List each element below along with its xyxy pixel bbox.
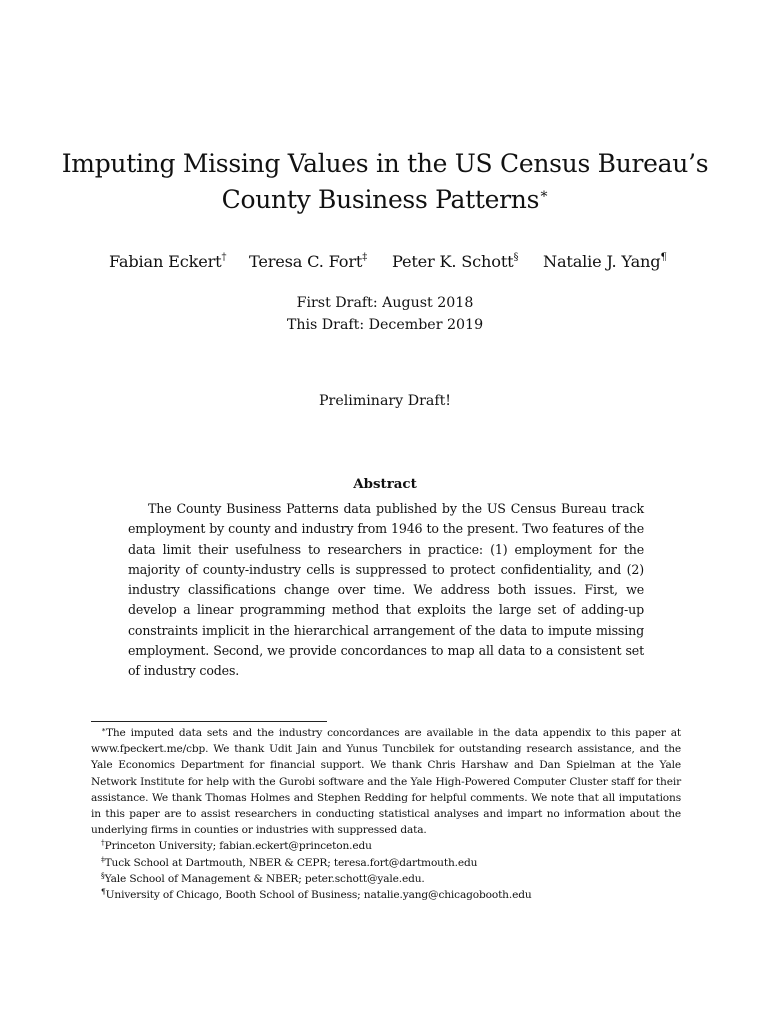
author-yang xyxy=(543,252,667,271)
draft-dates xyxy=(0,292,770,336)
footnote-mark: ∗ xyxy=(101,725,106,734)
author-fort xyxy=(249,252,367,271)
footnote-mark: ‡ xyxy=(101,854,105,864)
first-draft-date: First Draft: August 2018 xyxy=(296,295,474,311)
footnote-affiliation-eckert xyxy=(91,838,681,854)
draft-status: Preliminary Draft! xyxy=(319,393,451,409)
author-footnote-mark: ¶ xyxy=(660,252,667,263)
footnote-mark: § xyxy=(101,870,105,880)
author-name: Fabian Eckert xyxy=(109,252,222,271)
author-schott xyxy=(392,252,518,271)
author-name: Natalie J. Yang xyxy=(543,252,661,271)
author-list xyxy=(0,252,770,276)
footnote-mark: † xyxy=(101,838,105,848)
footnote-affiliation-yang xyxy=(91,887,681,903)
footnote-divider xyxy=(91,721,327,722)
this-draft-date: This Draft: December 2019 xyxy=(286,317,484,333)
author-name: Teresa C. Fort xyxy=(249,252,363,271)
paper-title xyxy=(60,146,710,218)
author-name: Peter K. Schott xyxy=(392,252,514,271)
abstract-heading: Abstract xyxy=(353,476,417,492)
footnote-main xyxy=(91,725,681,838)
paper-title-line-2-text: County Business Patterns xyxy=(221,185,540,214)
paper-title-line-1: Imputing Missing Values in the US Census Bureau’s xyxy=(61,149,709,178)
paper-title-line-2 xyxy=(60,182,710,218)
footnote-affiliation-text: Tuck School at Dartmouth, NBER & CEPR; teresa.fort@dartmouth.edu xyxy=(104,856,478,869)
footnotes xyxy=(91,725,681,903)
author-footnote-mark: ‡ xyxy=(362,252,367,263)
footnote-main-text: The imputed data sets and the industry concordances are available in the data appendix to this paper at www.fpeckert.me/cbp. We thank Udit Jain and Yunus Tuncbilek for outstanding research assistance, and the Yale Economics Department for financial support. We thank Chris Harshaw and Dan Spielman at the Yale Network Institute for help with the Gurobi software and the Yale High-Powered Computer Cluster staff for their assistance. We thank Thomas Holmes and Stephen Redding for helpful comments. We note that all imputations in this paper are to assist researchers in conducting statistical analyses and impart no information about the underlying firms in counties or industries with suppressed data. xyxy=(91,727,681,837)
footnote-affiliation-schott xyxy=(91,871,681,887)
footnote-affiliation-text: University of Chicago, Booth School of Business; natalie.yang@chicagobooth.edu xyxy=(105,889,532,902)
footnote-affiliation-fort xyxy=(91,855,681,871)
title-footnote-mark: ∗ xyxy=(539,186,549,202)
footnote-affiliation-text: Princeton University; fabian.eckert@princeton.edu xyxy=(104,840,372,853)
footnote-affiliation-text: Yale School of Management & NBER; peter.schott@yale.edu. xyxy=(104,872,425,885)
author-footnote-mark: † xyxy=(221,252,227,263)
author-footnote-mark: § xyxy=(513,252,519,263)
footnote-mark: ¶ xyxy=(101,887,106,897)
abstract-body: The County Business Patterns data published by the US Census Bureau track employment by county and industry from 1946 to the present. Two features of the data limit their usefulness to researchers in practice: (1) employment for the majority of county-industry cells is suppressed to protect confidentiality, and (2) industry classifications change over time. We address both issues. First, we develop a linear programming method that exploits the large set of adding-up constraints implicit in the hierarchical arrangement of the data to impute missing employment. Second, we provide concordances to map all data to a consistent set of industry codes. xyxy=(128,501,644,679)
author-eckert xyxy=(109,252,226,271)
